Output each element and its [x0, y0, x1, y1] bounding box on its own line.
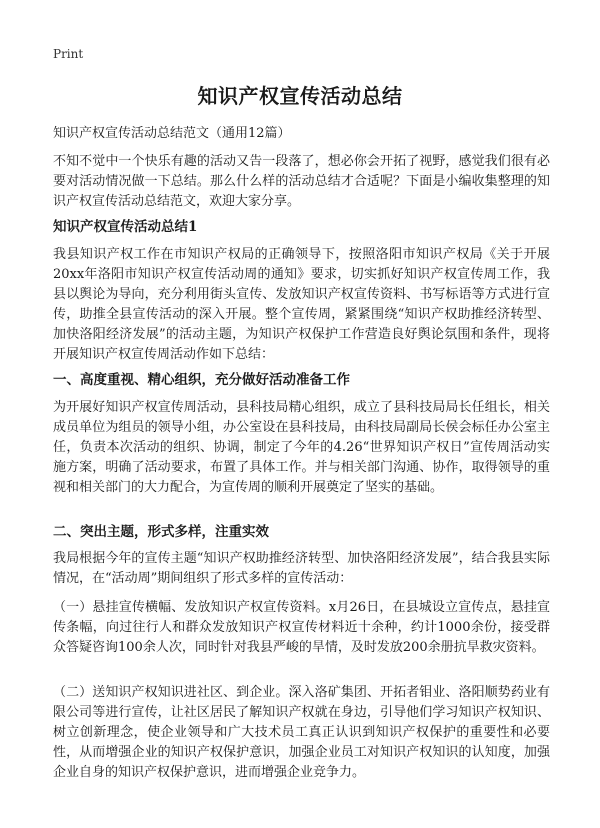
heading-1-paragraph: 为开展好知识产权宣传周活动，县科技局精心组织，成立了县科技局局长任组长，相关成员单位为组员的领导小组，办公室设在县科技局，由科技局副局长侯会标任办公室主任，负责本次活动的组织、协调，制定了今年的4.26“世界知识产权日”宣传周活动实施方案，明确了活动要求，布置了具体工作。并与相关部门沟通、协作，取得领导的重视和相关部门的大力配合，为宣传周的顺利开展奠定了坚实的基础。	[53, 400, 550, 495]
page-title: 知识产权宣传活动总结	[197, 84, 403, 108]
print-link[interactable]: Print	[53, 47, 84, 61]
intro-paragraph: 不知不觉中一个快乐有趣的活动又告一段落了，想必你会开拓了视野，感觉我们很有必要对活动情况做一下总结。那么什么样的活动总结才合适呢？下面是小编收集整理的知识产权宣传活动总结范文，欢迎大家分享。	[53, 154, 550, 209]
heading-2-paragraph: 我局根据今年的宣传主题“知识产权助推经济转型、加快洛阳经济发展”，结合我县实际情况，在“活动周”期间组织了形式多样的宣传活动：	[53, 551, 550, 586]
heading-2: 二、突出主题，形式多样，注重实效	[53, 524, 269, 540]
subtitle: 知识产权宣传活动总结范文（通用12篇）	[53, 126, 291, 141]
heading-1: 一、高度重视、精心组织，充分做好活动准备工作	[53, 372, 350, 388]
list-item-2: （二）送知识产权知识进社区、到企业。深入洛矿集团、开拓者钼业、洛阳顺势药业有限公司等进行宣传，让社区居民了解知识产权就在身边，引导他们学习知识产权知识、树立创新理念，使企业领导和广大技术员工真正认识到知识产权保护的重要性和必要性，从而增强企业的知识产权保护意识，加强企业员工对知识产权知识的认知度，加强企业自身的知识产权保护意识，进而增强企业竞争力。	[53, 685, 550, 780]
list-item-1: （一）悬挂宣传横幅、发放知识产权宣传资料。x月26日，在县城设立宣传点，悬挂宣传条幅，向过往行人和群众发放知识产权宣传材料近十余种，约计1000余份，接受群众答疑咨询100余人次，同时针对我县严峻的旱情，及时发放200余册抗旱救灾资料。	[53, 600, 550, 655]
section-1-title: 知识产权宣传活动总结1	[53, 219, 198, 235]
section-1-paragraph: 我县知识产权工作在市知识产权局的正确领导下，按照洛阳市知识产权局《关于开展20xx年洛阳市知识产权宣传活动周的通知》要求，切实抓好知识产权宣传周工作，我县以舆论为导向，充分利用街头宣传、发放知识产权宣传资料、书写标语等方式进行宣传，助推全县宣传活动的深入开展。整个宣传周，紧紧围绕“知识产权助推经济转型、加快洛阳经济发展”的活动主题，为知识产权保护工作营造良好舆论氛围和条件，现将开展知识产权宣传周活动作如下总结：	[53, 247, 550, 362]
